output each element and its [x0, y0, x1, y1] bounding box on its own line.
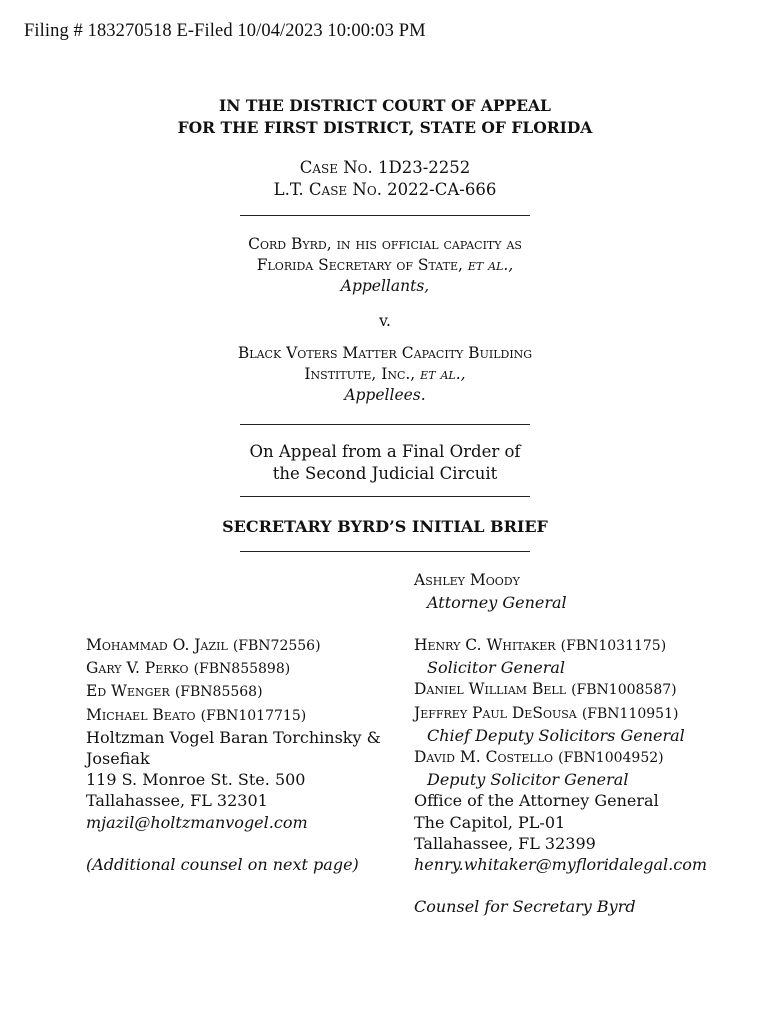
attorney-title: Chief Deputy Solicitors General — [427, 725, 685, 745]
bar-number: (FBN72556) — [232, 638, 321, 654]
attorney-line — [414, 702, 707, 725]
bar-number: (FBN85568) — [174, 684, 263, 701]
attorney-general-block — [414, 570, 567, 613]
bar-number: (FBN1031175) — [560, 638, 667, 654]
left-counsel-block — [86, 634, 381, 875]
bar-number: (FBN1004952) — [558, 750, 664, 767]
attorney-name: Gary V. Perko — [86, 659, 189, 678]
attorney-line — [86, 634, 381, 657]
appellee-name-line-2 — [0, 364, 770, 385]
appellants-block — [0, 234, 770, 297]
attorney-line — [86, 680, 381, 703]
attorney-line — [414, 634, 707, 657]
appellees-block — [0, 343, 770, 406]
attorney-general-title: Attorney General — [427, 592, 567, 612]
divider-line — [240, 551, 530, 552]
office-email: henry.whitaker@myfloridalegal.com — [414, 855, 708, 875]
attorney-title: Solicitor General — [427, 658, 566, 678]
attorney-name: Jeffrey Paul DeSousa — [414, 703, 577, 722]
court-line-2: FOR THE FIRST DISTRICT, STATE OF FLORIDA — [177, 117, 593, 137]
et-al: et al., — [467, 256, 514, 274]
firm-name-line-1: Holtzman Vogel Baran Torchinsky & — [86, 727, 381, 747]
attorney-name: Michael Beato — [86, 705, 196, 724]
bar-number: (FBN1008587) — [571, 682, 677, 699]
attorney-name: Ed Wenger — [86, 682, 170, 701]
appeal-origin-line-2: the Second Judicial Circuit — [272, 463, 498, 483]
court-caption — [0, 95, 770, 138]
firm-email: mjazil@holtzmanvogel.com — [86, 812, 308, 832]
appellants-role: Appellants, — [340, 277, 430, 295]
spacer — [86, 833, 381, 854]
attorney-name: Henry C. Whitaker — [414, 636, 556, 654]
lower-tribunal-case-number: L.T. Case No. 2022-CA-666 — [273, 180, 497, 199]
spacer — [414, 875, 707, 896]
attorney-line — [86, 657, 381, 680]
case-number: Case No. 1D23-2252 — [299, 158, 471, 177]
filing-stamp: Filing # 183270518 E-Filed 10/04/2023 10:00:03 PM — [24, 21, 426, 41]
attorney-title: Deputy Solicitor General — [427, 770, 629, 790]
office-city: Tallahassee, FL 32399 — [414, 833, 596, 853]
counsel-for: Counsel for Secretary Byrd — [414, 897, 636, 917]
additional-counsel-note: (Additional counsel on next page) — [86, 855, 359, 875]
appeal-origin — [0, 441, 770, 484]
office-name: Office of the Attorney General — [414, 791, 659, 811]
et-al: et al., — [420, 365, 466, 383]
appellant-office: Florida Secretary of State, — [256, 256, 463, 274]
appeal-origin-line-1: On Appeal from a Final Order of — [249, 442, 521, 461]
attorney-line — [86, 704, 381, 727]
brief-title: SECRETARY BYRD’S INITIAL BRIEF — [222, 517, 548, 536]
appellant-office-line — [0, 255, 770, 276]
attorney-name: David M. Costello — [414, 748, 553, 767]
bar-number: (FBN1017715) — [200, 707, 307, 724]
office-building: The Capitol, PL-01 — [414, 812, 566, 832]
firm-name-line-2: Josefiak — [86, 749, 150, 769]
attorney-line — [414, 678, 707, 701]
appellee-name-line: Black Voters Matter Capacity Building — [237, 344, 533, 362]
bar-number: (FBN110951) — [581, 705, 679, 722]
appellant-name-line: Cord Byrd, in his official capacity as — [248, 235, 522, 253]
attorney-general-name: Ashley Moody — [414, 571, 520, 589]
attorney-name: Daniel William Bell — [414, 680, 566, 699]
firm-address-line-1: 119 S. Monroe St. Ste. 500 — [86, 770, 306, 790]
bar-number: (FBN855898) — [193, 661, 291, 678]
appellee-institute: Institute, Inc., — [304, 365, 416, 383]
attorney-line — [414, 746, 707, 769]
court-line-1: IN THE DISTRICT COURT OF APPEAL — [219, 96, 551, 115]
versus: v. — [379, 312, 391, 330]
appellees-role: Appellees. — [344, 386, 426, 404]
divider-line — [240, 215, 530, 216]
firm-address-line-2: Tallahassee, FL 32301 — [86, 791, 268, 811]
right-counsel-block — [414, 634, 707, 918]
divider-line — [240, 424, 530, 425]
attorney-name: Mohammad O. Jazil — [86, 636, 228, 654]
divider-line — [240, 496, 530, 497]
